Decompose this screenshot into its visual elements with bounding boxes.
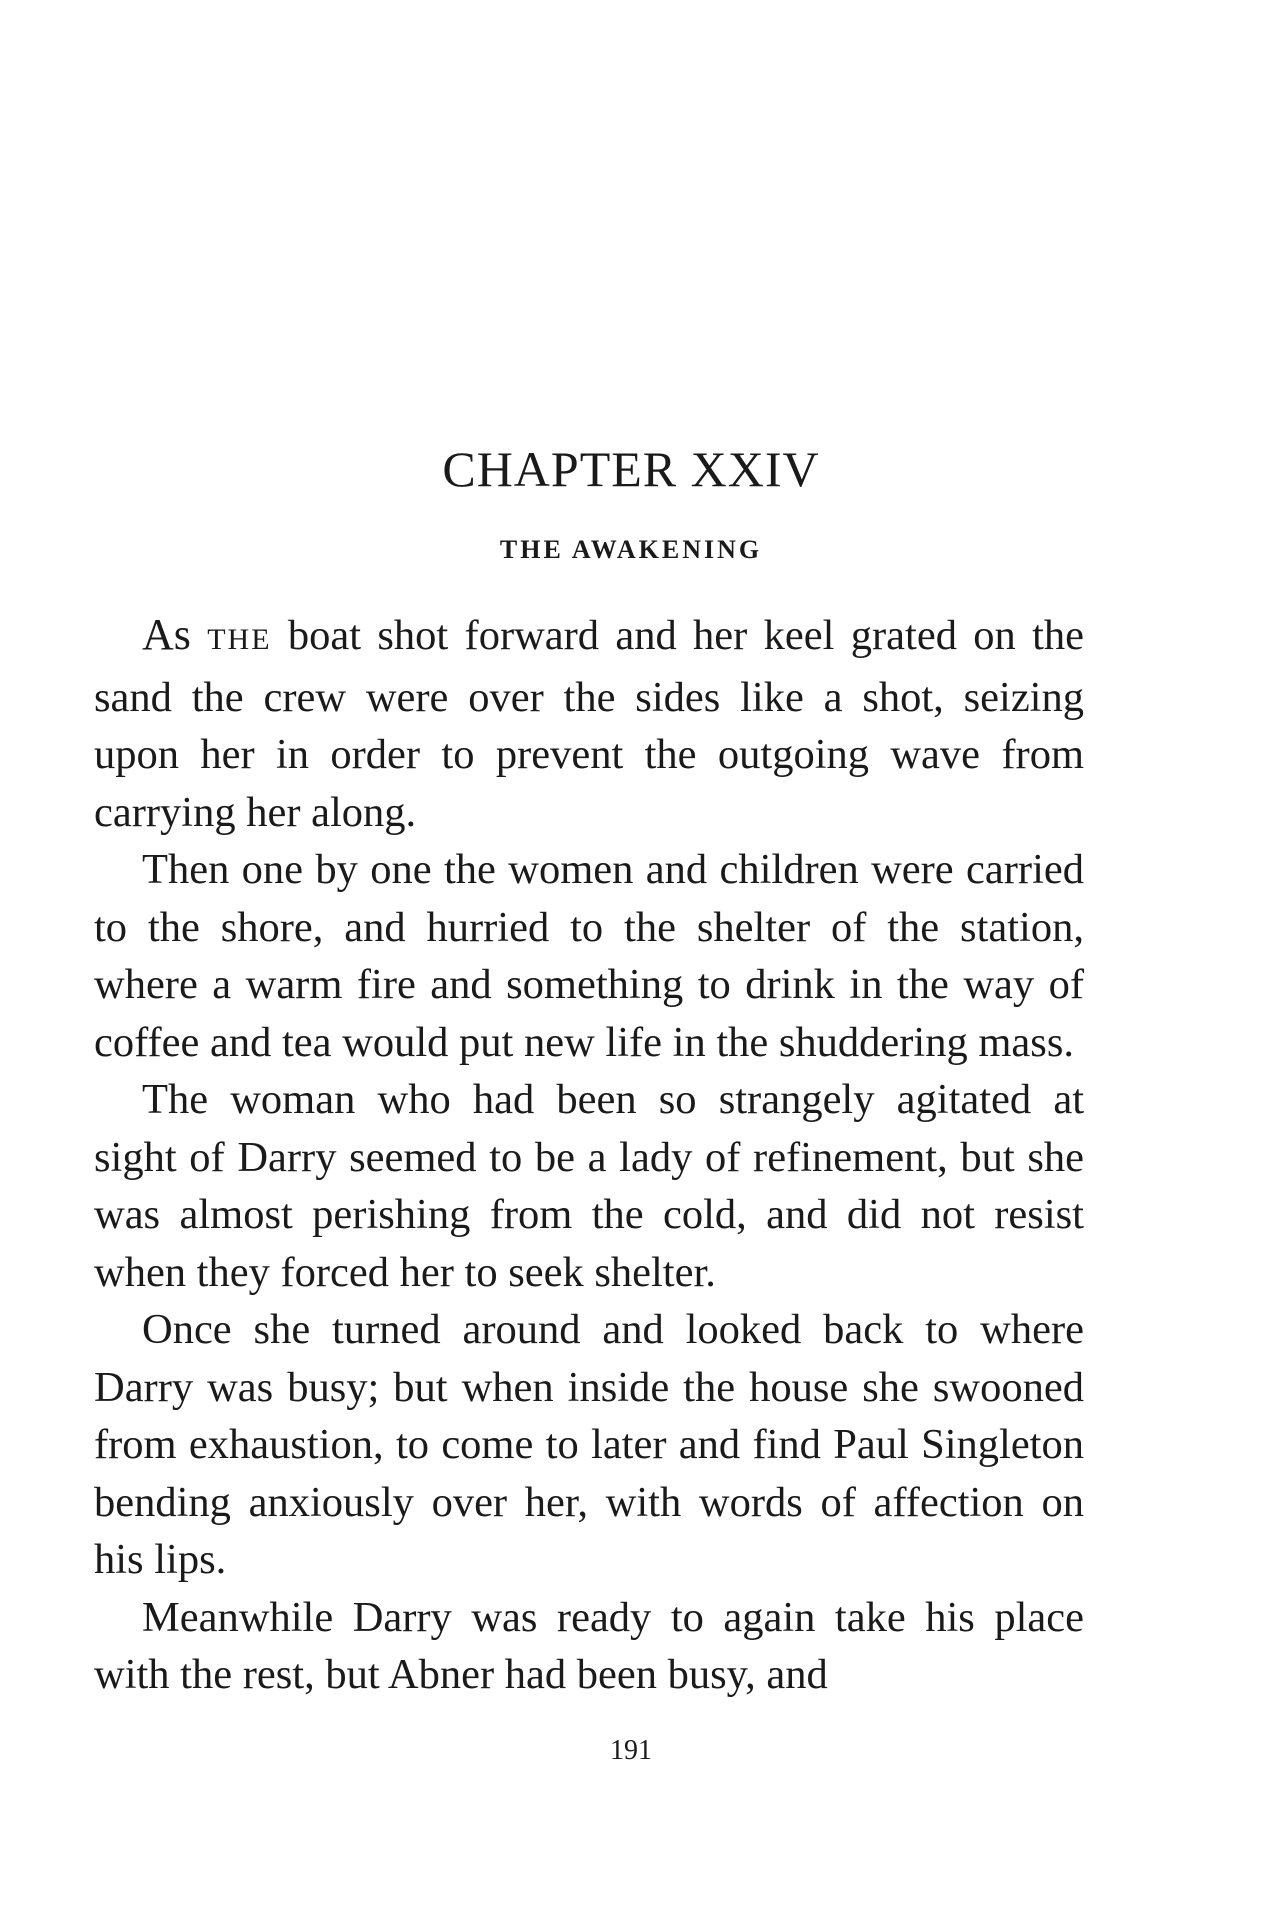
paragraph-5: Meanwhile Darry was ready to again take his place with the rest, but Abner had been busy, and <box>94 1593 1084 1698</box>
lead-smallcaps: THE <box>207 623 272 656</box>
paragraph-2: Then one by one the women and children were carried to the shore, and hurried to the shelter of the station, where a warm fire and something to drink in the way of coffee and tea would put new life in the shuddering mass. <box>94 846 1084 1066</box>
paragraph-4: Once she turned around and looked back to where Darry was busy; but when inside the house she swooned from exhaustion, to come to later and find Paul Singleton bending anxiously over her, with words of affection on his lips. <box>94 1306 1084 1583</box>
page-number: 191 <box>610 1735 652 1766</box>
paragraph-1 <box>94 606 1084 841</box>
paragraph-1-text: boat shot forward and her keel grated on the sand the crew were over the sides like a shot, seizing upon her in order to prevent the outgoing wave from carrying her along. <box>94 612 1085 836</box>
chapter-subtitle: THE AWAKENING <box>499 535 763 564</box>
chapter-title: CHAPTER XXIV <box>442 441 820 497</box>
paragraph-3: The woman who had been so strangely agitated at sight of Darry seemed to be a lady of refinement, but she was almost perishing from the cold, and did not resist when they forced her to seek shelter. <box>94 1076 1084 1296</box>
lead-word: As <box>142 610 191 659</box>
body-text <box>94 606 1084 1704</box>
